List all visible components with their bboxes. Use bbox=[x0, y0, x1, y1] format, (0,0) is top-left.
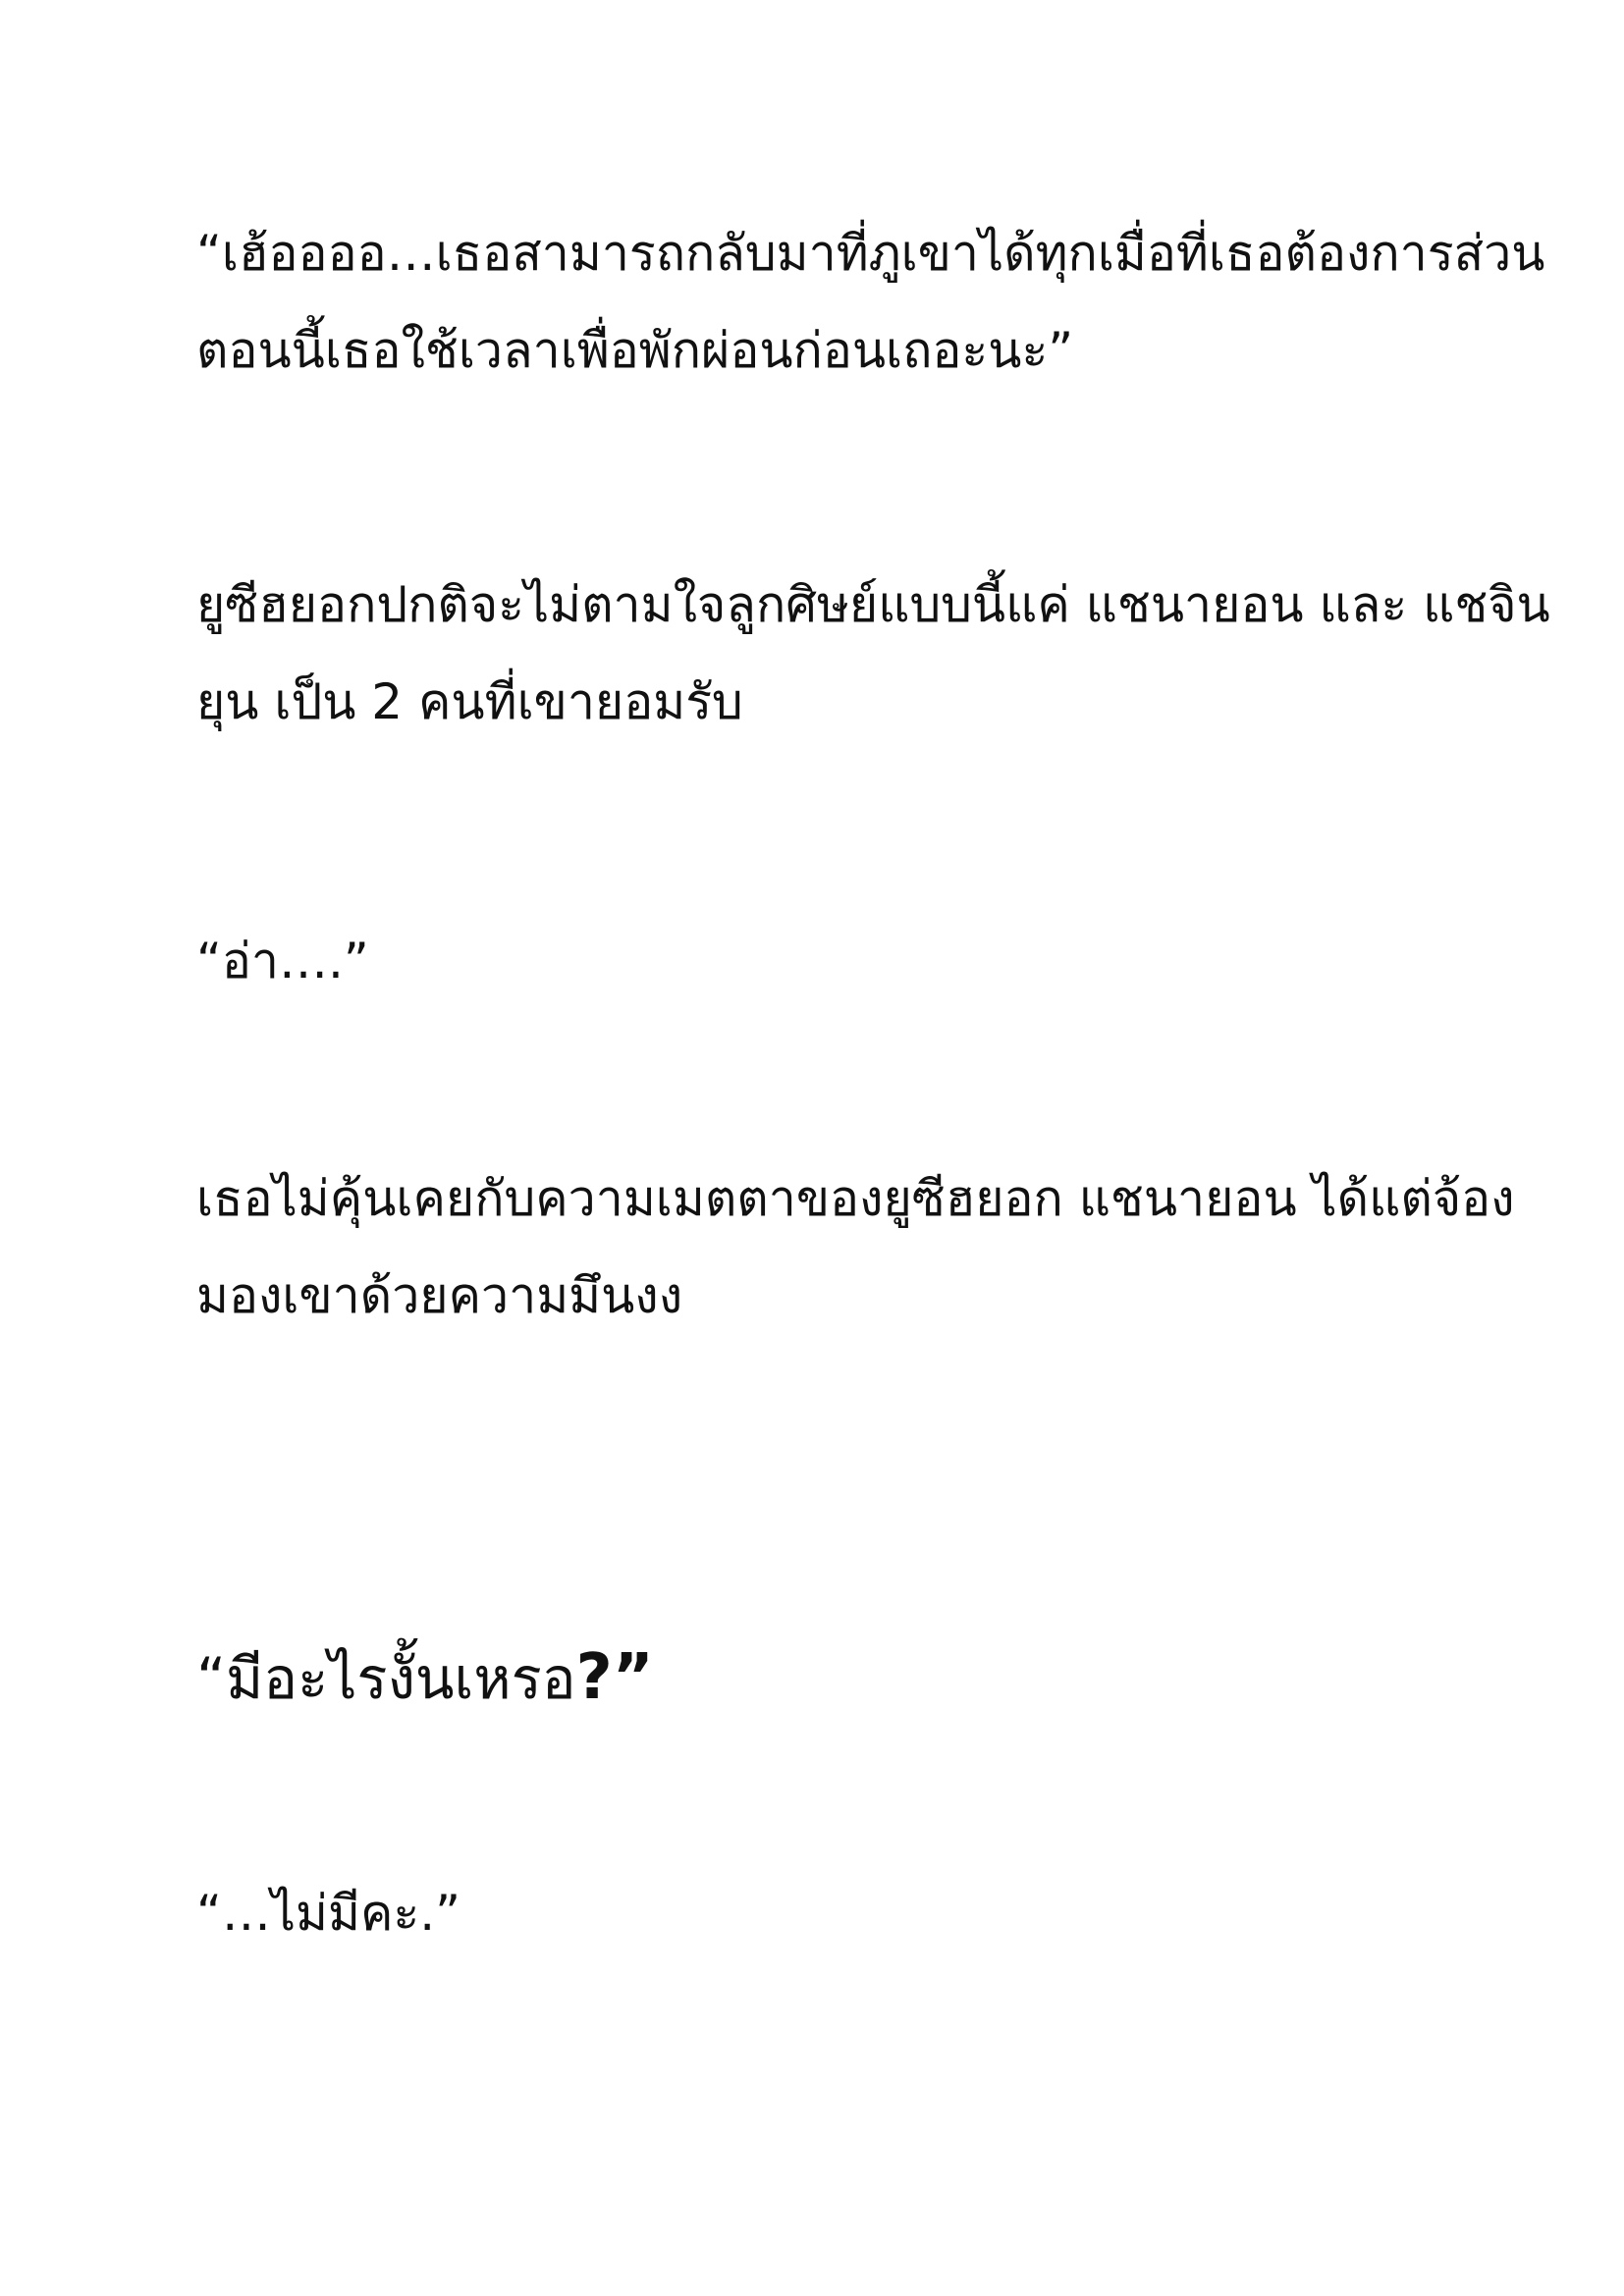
text-line: “…ไม่มีคะ.” bbox=[196, 1885, 461, 1942]
paragraph-dialogue-3 bbox=[196, 1629, 1473, 1728]
text-line: มองเขาด้วยความมึนงง bbox=[196, 1267, 683, 1324]
text-line: “อ่า….” bbox=[196, 933, 369, 989]
paragraph-narration-2 bbox=[196, 1150, 1515, 1345]
dialogue-text: “มีอะไรงั้นเหรอ bbox=[196, 1645, 576, 1712]
text-line: “เฮ้ออออ…เธอสามารถกลับมาที่ภูเขาได้ทุกเมื่อที่เธอต้องการส่วน bbox=[196, 225, 1545, 282]
text-line: ยุน เป็น 2 คนที่เขายอมรับ bbox=[196, 673, 743, 730]
paragraph-narration-1 bbox=[196, 557, 1550, 751]
text-line: ยูซีฮยอกปกติจะไม่ตามใจลูกศิษย์แบบนี้แค่ แชนายอน และ แชจิน bbox=[196, 576, 1550, 633]
text-line: ตอนนี้เธอใช้เวลาเพื่อพักผ่อนก่อนเถอะนะ” bbox=[196, 322, 1074, 379]
text-line: เธอไม่คุ้นเคยกับความเมตตาของยูซีฮยอก แชนายอน ได้แต่จ้อง bbox=[196, 1170, 1515, 1227]
question-mark: ?” bbox=[575, 1641, 654, 1714]
paragraph-dialogue-2 bbox=[196, 913, 1473, 1010]
paragraph-dialogue-4 bbox=[196, 1865, 1473, 1962]
paragraph-dialogue-1 bbox=[196, 205, 1545, 400]
text-line bbox=[196, 1629, 1473, 1728]
